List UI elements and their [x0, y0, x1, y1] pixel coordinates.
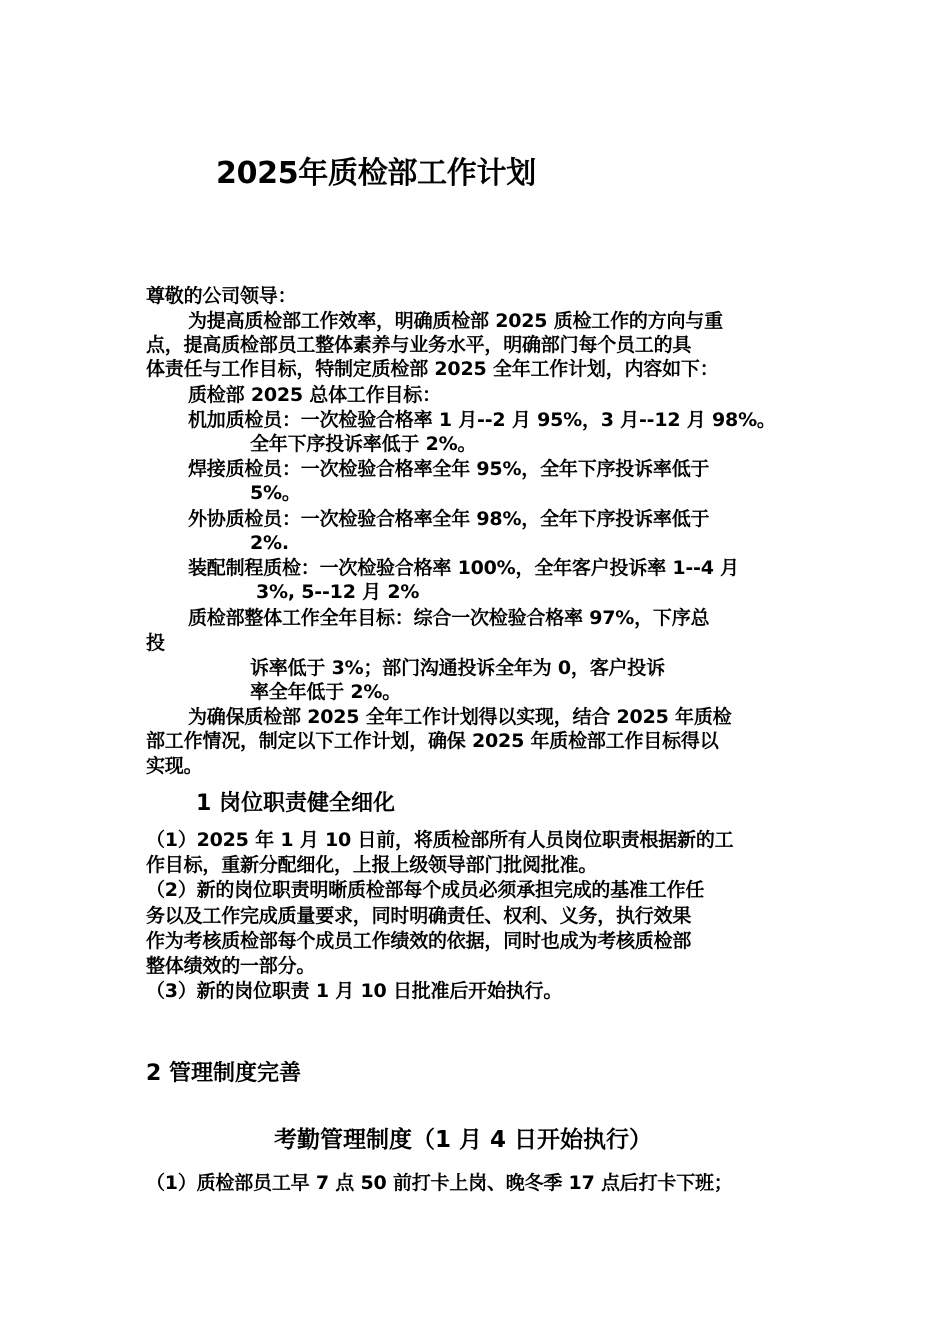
overall-goal-line: 率全年低于 2%。: [250, 681, 402, 703]
section-2-line: （1）质检部员工早 7 点 50 前打卡上岗、晚冬季 17 点后打卡下班；: [146, 1172, 733, 1194]
goal-machining-cont: 全年下序投诉率低于 2%。: [250, 433, 477, 455]
section-1-line: （2）新的岗位职责明晰质检部每个成员必须承担完成的基准工作任: [146, 879, 705, 901]
assurance-line: 为确保质检部 2025 全年工作计划得以实现，结合 2025 年质检: [188, 706, 732, 728]
document-title: 2025年质检部工作计划: [216, 156, 536, 191]
overall-goal-line: 诉率低于 3%；部门沟通投诉全年为 0，客户投诉: [250, 657, 665, 679]
section-1-line: （1）2025 年 1 月 10 日前，将质检部所有人员岗位职责根据新的工: [146, 829, 734, 851]
goal-outsourcing-cont: 2%.: [250, 532, 289, 554]
section-1-heading: 1 岗位职责健全细化: [196, 791, 395, 816]
section-1-line: 整体绩效的一部分。: [146, 955, 316, 977]
attendance-policy-heading: 考勤管理制度（1 月 4 日开始执行）: [274, 1127, 653, 1153]
section-1-line: （3）新的岗位职责 1 月 10 日批准后开始执行。: [146, 980, 563, 1002]
goal-assembly: 装配制程质检：一次检验合格率 100%，全年客户投诉率 1--4 月: [188, 557, 739, 579]
section-1-line: 务以及工作完成质量要求，同时明确责任、权利、义务，执行效果: [146, 905, 692, 927]
intro-line: 为提高质检部工作效率，明确质检部 2025 质检工作的方向与重: [188, 310, 723, 332]
goal-welding: 焊接质检员：一次检验合格率全年 95%，全年下序投诉率低于: [188, 458, 710, 480]
goal-assembly-cont: 3%, 5--12 月 2%: [256, 581, 420, 603]
goal-welding-cont: 5%。: [250, 482, 301, 504]
intro-line: 点，提高质检部员工整体素养与业务水平，明确部门每个员工的具: [146, 334, 692, 356]
assurance-line: 实现。: [146, 755, 203, 777]
overall-goal-line: 质检部整体工作全年目标：综合一次检验合格率 97%，下序总: [188, 607, 710, 629]
section-1-line: 作为考核质检部每个成员工作绩效的依据，同时也成为考核质检部: [146, 930, 692, 952]
assurance-line: 部工作情况，制定以下工作计划，确保 2025 年质检部工作目标得以: [146, 730, 719, 752]
goals-heading: 质检部 2025 总体工作目标：: [188, 384, 441, 406]
goal-outsourcing: 外协质检员：一次检验合格率全年 98%，全年下序投诉率低于: [188, 508, 710, 530]
overall-goal-line: 投: [146, 632, 165, 654]
section-1-line: 作目标，重新分配细化，上报上级领导部门批阅批准。: [146, 854, 598, 876]
goal-machining: 机加质检员：一次检验合格率 1 月--2 月 95%，3 月--12 月 98%。: [188, 409, 776, 431]
intro-line: 体责任与工作目标，特制定质检部 2025 全年工作计划，内容如下：: [146, 358, 719, 380]
salutation: 尊敬的公司领导：: [146, 285, 297, 307]
section-2-heading: 2 管理制度完善: [146, 1061, 301, 1086]
